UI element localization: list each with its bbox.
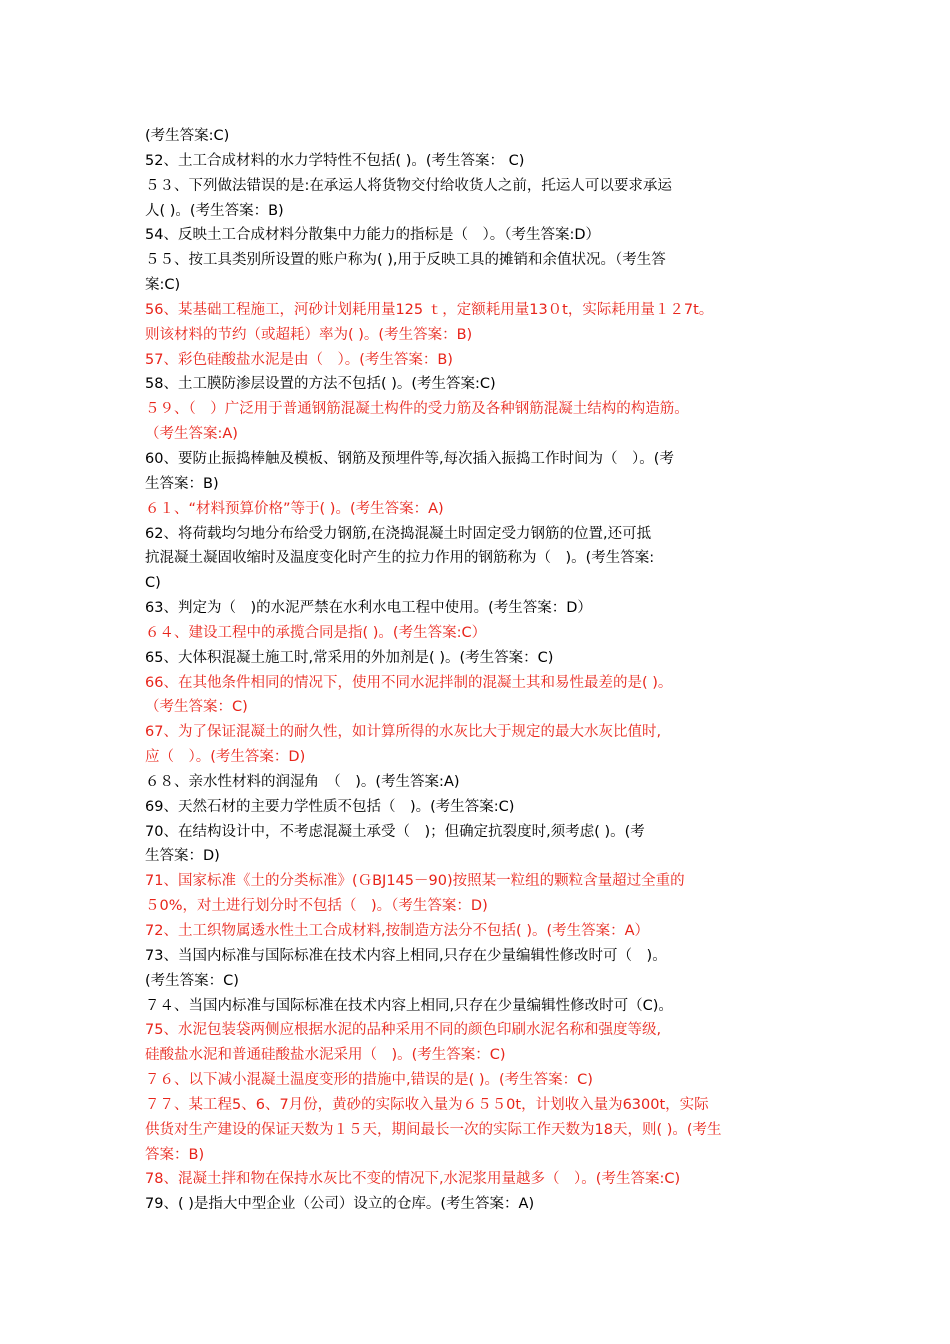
text-line: 硅酸盐水泥和普通硅酸盐水泥采用（ )。(考生答案：C) (145, 1047, 506, 1064)
text-line: 人( )。(考生答案：B) (145, 202, 284, 219)
text-line: ５９、（ ）广泛用于普通钢筋混凝土构件的受力筋及各种钢筋混凝土结构的构造筋。 (145, 401, 689, 418)
text-line: ７４、当国内标准与国际标准在技术内容上相同,只存在少量编辑性修改时可（C)。 (145, 997, 673, 1014)
text-line: （考生答案:A) (145, 426, 238, 443)
text-line: ６１、“材料预算价格”等于( )。(考生答案：A) (145, 500, 444, 517)
text-line: 65、大体积混凝土施工时,常采用的外加剂是( )。(考生答案：C) (145, 649, 554, 666)
text-line: ７６、以下减小混凝土温度变形的措施中,错误的是( )。(考生答案：C) (145, 1072, 593, 1089)
text-line: (考生答案:C) (145, 128, 230, 144)
text-line: ６８、亲水性材料的润湿角 （ )。(考生答案:A) (145, 773, 460, 790)
text-line: 62、将荷载均匀地分布给受力钢筋,在浇捣混凝土时固定受力钢筋的位置,还可抵 (145, 525, 652, 542)
text-line: 63、判定为（ )的水泥严禁在水利水电工程中使用。(考生答案：D） (145, 600, 592, 617)
text-line: C) (145, 575, 161, 592)
text-line: （考生答案：C) (145, 699, 248, 716)
text-line: ７７、某工程5、6、7月份，黄砂的实际收入量为６５５0t，计划收入量为6300t，实际 (145, 1096, 709, 1113)
text-line: 79、( )是指大中型企业（公司）设立的仓库。(考生答案：A) (145, 1196, 535, 1213)
text-line: 54、反映土工合成材料分散集中力能力的指标是（ ）。（考生答案:D） (145, 227, 600, 244)
text-line: 答案：B) (145, 1146, 205, 1163)
text-line: ５５、按工具类别所设置的账户称为( ),用于反映工具的摊销和余值状况。（考生答 (145, 252, 666, 269)
text-line: 生答案：D) (145, 848, 220, 865)
text-line: 66、在其他条件相同的情况下，使用不同水泥拌制的混凝土其和易性最差的是( )。 (145, 674, 673, 691)
text-line: 67、为了保证混凝土的耐久性，如计算所得的水灰比大于规定的最大水灰比值时, (145, 724, 662, 741)
text-line: 58、土工膜防渗层设置的方法不包括( )。(考生答案:C) (145, 376, 496, 393)
text-line: 生答案：B) (145, 475, 219, 492)
text-line: (考生答案：C) (145, 972, 239, 989)
text-line: 72、土工织物属透水性土工合成材料,按制造方法分不包括( )。(考生答案：A） (145, 923, 650, 939)
text-line: 60、要防止振捣棒触及模板、钢筋及预埋件等,每次插入振捣工作时间为（ ）。(考 (145, 450, 674, 467)
text-line: 70、在结构设计中，不考虑混凝土承受（ )；但确定抗裂度时,须考虑( )。(考 (145, 823, 645, 840)
text-line: 应（ ）。(考生答案：D) (145, 749, 306, 766)
text-line: 69、天然石材的主要力学性质不包括（ )。(考生答案:C) (145, 798, 515, 815)
text-line: 案:C) (145, 277, 181, 294)
text-line: 52、土工合成材料的水力学特性不包括( )。(考生答案： C) (145, 152, 525, 169)
text-line: 供货对生产建设的保证天数为１５天，期间最长一次的实际工作天数为18天，则( )。(考生 (145, 1121, 722, 1138)
text-line: 73、当国内标准与国际标准在技术内容上相同,只存在少量编辑性修改时可（ )。 (145, 947, 667, 964)
text-line: 71、国家标准《土的分类标准》(ＧBJ145－90)按照某一粒组的颗粒含量超过全重的 (145, 873, 685, 890)
text-line: 75、水泥包装袋两侧应根据水泥的品种采用不同的颜色印刷水泥名称和强度等级, (145, 1022, 662, 1039)
text-line: 抗混凝土凝固收缩时及温度变化时产生的拉力作用的钢筋称为（ )。(考生答案: (145, 550, 655, 567)
text-line: ５0%，对土进行划分时不包括（ )。（考生答案：D) (145, 898, 488, 915)
text-line: 78、混凝土拌和物在保持水灰比不变的情况下,水泥浆用量越多（ ）。(考生答案:C) (145, 1171, 681, 1188)
text-line: ６４、建设工程中的承揽合同是指( )。(考生答案:C） (145, 624, 487, 641)
document-page (145, 124, 825, 1217)
text-line: 则该材料的节约（或超耗）率为( )。(考生答案：B) (145, 326, 473, 343)
text-line: 56、某基础工程施工，河砂计划耗用量125 ｔ，定额耗用量13０t，实际耗用量１２7t。 (145, 301, 714, 318)
text-line: 57、彩色硅酸盐水泥是由（ ）。(考生答案：B) (145, 351, 453, 368)
text-line: ５３、下列做法错误的是:在承运人将货物交付给收货人之前，托运人可以要求承运 (145, 177, 672, 194)
